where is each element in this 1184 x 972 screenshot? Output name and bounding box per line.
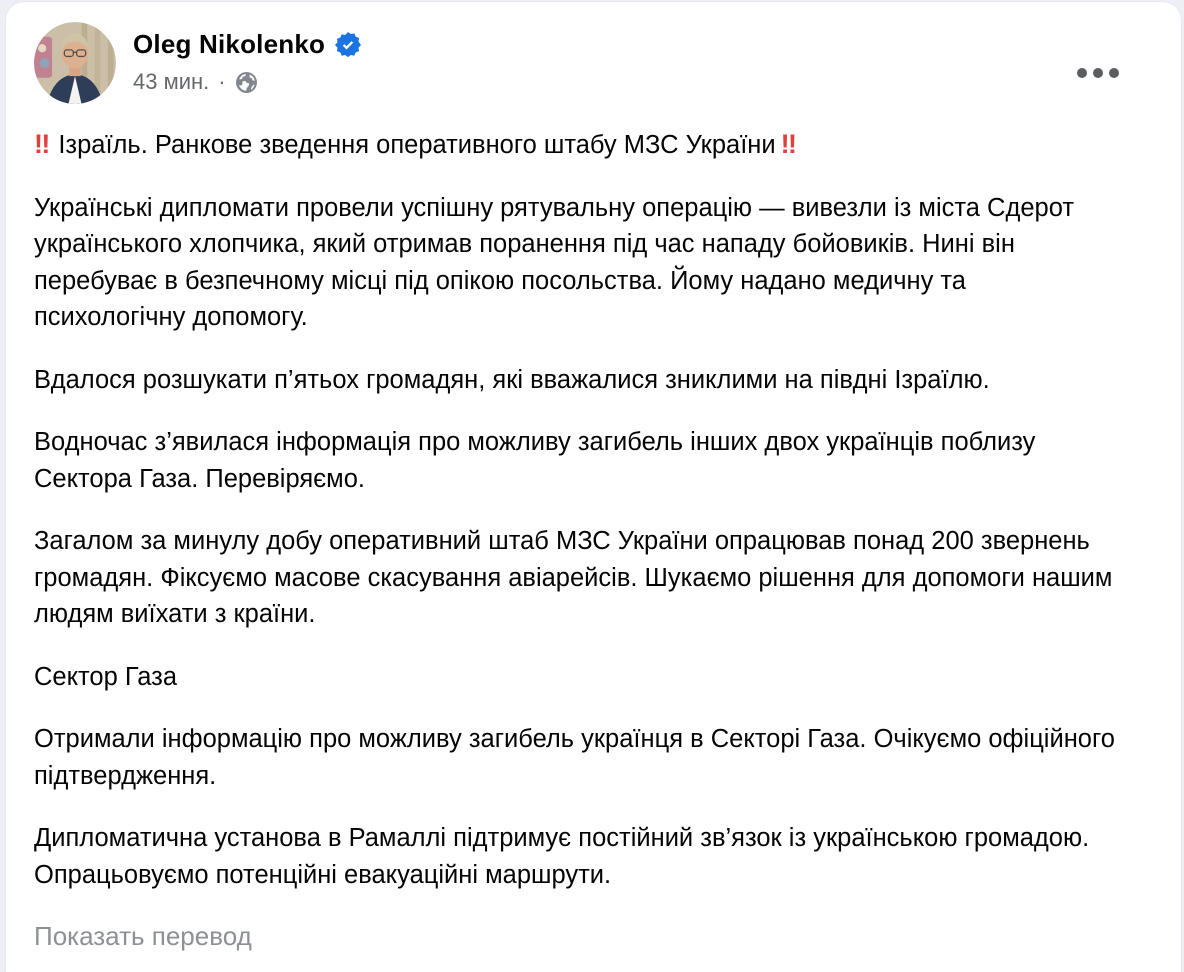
post-paragraph: Дипломатична установа в Рамаллі підтримує постійний зв’язок із українською громадою. Опрацьовуємо потенційні евакуаційні маршрути. <box>34 824 1090 889</box>
post-paragraph: Загалом за минулу добу оперативний штаб МЗС України опрацював понад 200 звернень громадян. Фіксуємо масове скасування авіарейсів. Шукаємо рішення для допомоги нашим людям виїхати з країни. <box>34 527 1113 628</box>
post-header <box>34 22 1141 104</box>
globe-privacy-icon <box>235 71 258 94</box>
avatar[interactable] <box>34 22 116 104</box>
facebook-post-card <box>6 2 1181 972</box>
avatar-photo <box>34 22 116 104</box>
post-paragraph: Водночас з’явилася інформація про можливу загибель інших двох українців поблизу Сектора Газа. Перевіряємо. <box>34 428 1036 493</box>
post-paragraph: Українські дипломати провели успішну рятувальну операцію — вивезли із міста Сдерот українського хлопчика, який отримав поранення під час нападу бойовиків. Нині він перебуває в безпечному місці під опікою посольства. Йому надано медичну та психологічну допомогу. <box>34 193 1074 331</box>
separator-dot: · <box>218 69 226 94</box>
author-name[interactable]: Oleg Nikolenko <box>133 29 326 59</box>
timestamp[interactable]: 43 мин. <box>133 69 210 94</box>
more-options-button[interactable] <box>1069 60 1127 86</box>
double-exclamation-emoji: ‼ <box>34 129 52 159</box>
post-paragraph: Сектор Газа <box>34 662 178 691</box>
ellipsis-dot <box>1109 68 1119 78</box>
ellipsis-dot <box>1093 68 1103 78</box>
post-meta <box>133 22 361 95</box>
post-paragraph: Вдалося розшукати п’ятьох громадян, які вважалися зниклими на півдні Ізраїлю. <box>34 365 990 394</box>
post-headline <box>34 126 1124 164</box>
double-exclamation-emoji: ‼ <box>780 129 798 159</box>
verified-badge-icon <box>335 32 361 58</box>
post-paragraph: Отримали інформацію про можливу загибель українця в Секторі Газа. Очікуємо офіційного підтвердження. <box>34 725 1115 790</box>
post-body <box>34 126 1124 893</box>
ellipsis-dot <box>1077 68 1087 78</box>
headline-text: Ізраїль. Ранкове зведення оперативного штабу МЗС України <box>58 131 776 159</box>
show-translation-link[interactable]: Показать перевод <box>34 921 252 951</box>
